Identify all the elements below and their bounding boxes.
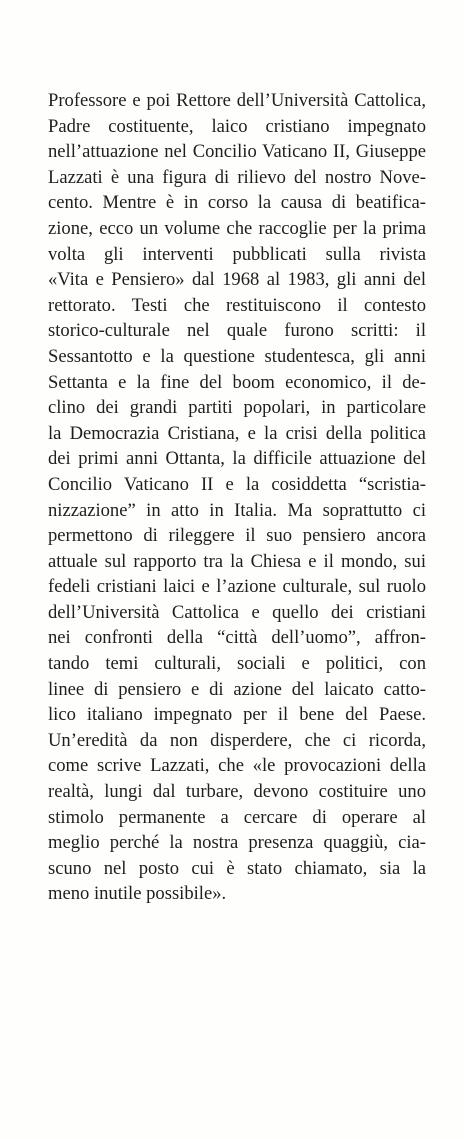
blurb-line: volta gli interventi pubblicati sulla rivista <box>48 243 426 265</box>
blurb-line: Settanta e la fine del boom economico, il de- <box>48 371 426 393</box>
blurb-line: meno inutile possibile». <box>48 883 227 905</box>
blurb-line: Lazzati è una figura di rilievo del nostro Nove- <box>48 166 426 188</box>
blurb-text <box>48 88 426 907</box>
blurb-line: scuno nel posto cui è stato chiamato, sia la <box>48 857 426 879</box>
blurb-line: stimolo permanente a cercare di operare al <box>48 806 426 828</box>
blurb-line: la Democrazia Cristiana, e la crisi della politica <box>48 422 426 444</box>
blurb-line: nizzazione” in atto in Italia. Ma soprattutto ci <box>48 499 426 521</box>
blurb-line: Professore e poi Rettore dell’Università Cattolica, <box>48 90 426 111</box>
blurb-line: linee di pensiero e di azione del laicato catto- <box>48 678 426 700</box>
blurb-line: rettorato. Testi che restituiscono il contesto <box>48 294 426 316</box>
blurb-line: storico-culturale nel quale furono scritti: il <box>48 320 426 342</box>
blurb-line: Sessantotto e la questione studentesca, gli anni <box>48 345 426 367</box>
blurb-line: dell’Università Cattolica e quello dei cristiani <box>48 601 426 623</box>
blurb-line: zione, ecco un volume che raccoglie per la prima <box>48 217 426 239</box>
blurb-line: permettono di rileggere il suo pensiero ancora <box>48 525 426 547</box>
blurb-line: Un’eredità da non disperdere, che ci ricorda, <box>48 729 426 751</box>
blurb-line: Padre costituente, laico cristiano impegnato <box>48 115 426 137</box>
blurb-line: come scrive Lazzati, che «le provocazioni della <box>48 755 426 777</box>
blurb-line: realtà, lungi dal turbare, devono costituire uno <box>48 781 426 803</box>
blurb-line: nell’attuazione nel Concilio Vaticano II, Giuseppe <box>48 141 426 163</box>
blurb-line: attuale sul rapporto tra la Chiesa e il mondo, sui <box>48 550 426 572</box>
blurb-line: lico italiano impegnato per il bene del Paese. <box>48 704 426 726</box>
blurb-line: dei primi anni Ottanta, la difficile attuazione del <box>48 448 426 470</box>
blurb-line: «Vita e Pensiero» dal 1968 al 1983, gli anni del <box>48 269 426 291</box>
blurb-line: tando temi culturali, sociali e politici, con <box>48 653 426 675</box>
blurb-line: cento. Mentre è in corso la causa di beatifica- <box>48 192 426 214</box>
blurb-line: meglio perché la nostra presenza quaggiù, cia- <box>48 832 426 854</box>
blurb-line: nei confronti della “città dell’uomo”, affron- <box>48 627 426 649</box>
blurb-line: Concilio Vaticano II e la cosiddetta “scristia- <box>48 473 426 495</box>
blurb-line: fedeli cristiani laici e l’azione culturale, sul ruolo <box>48 576 426 598</box>
blurb-line: clino dei grandi partiti popolari, in particolare <box>48 397 426 419</box>
